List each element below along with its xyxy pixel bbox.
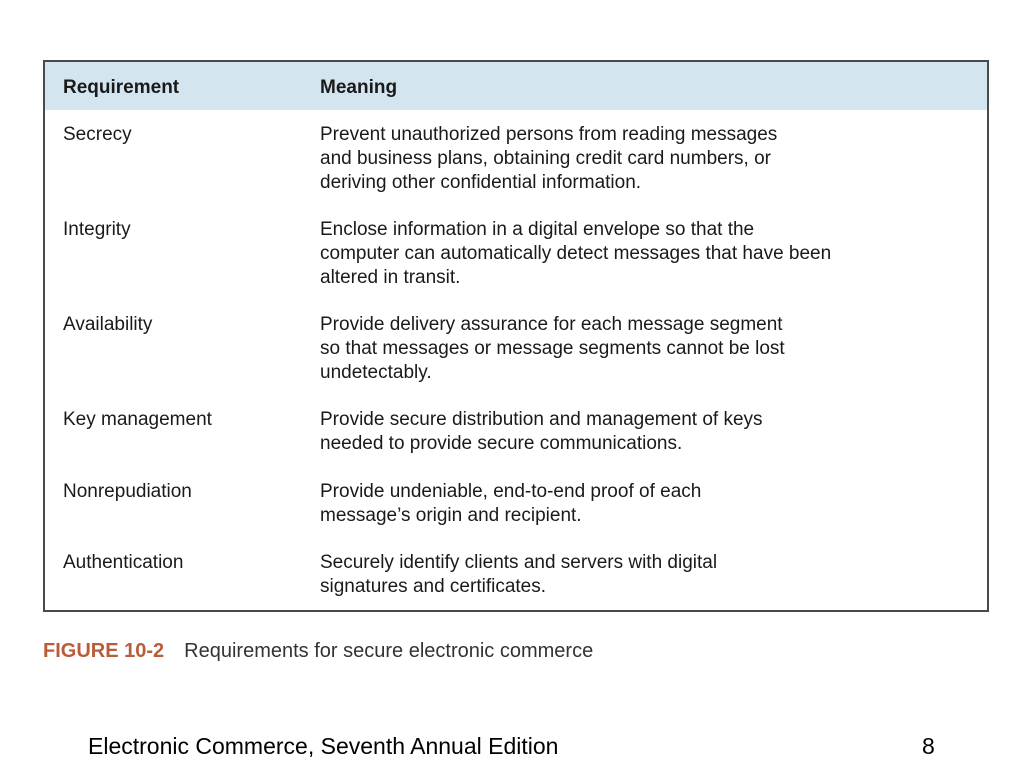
meaning-cell: [320, 313, 940, 385]
requirement-cell: Availability: [63, 314, 153, 335]
meaning-cell: [320, 408, 940, 456]
meaning-cell: [320, 480, 940, 528]
requirement-cell: Secrecy: [63, 124, 132, 145]
table-header: [45, 62, 987, 110]
meaning-line: computer can automatically detect messages that have been: [320, 243, 832, 264]
meaning-line: Prevent unauthorized persons from reading messages: [320, 124, 778, 145]
figure-label: FIGURE 10-2: [43, 640, 165, 662]
meaning-line: and business plans, obtaining credit card numbers, or: [320, 148, 771, 169]
meaning-line: altered in transit.: [320, 267, 461, 288]
meaning-cell: [320, 218, 940, 290]
page-number: 8: [922, 733, 935, 759]
header-meaning: Meaning: [320, 77, 398, 98]
requirement-cell: Integrity: [63, 219, 131, 240]
meaning-cell: [320, 123, 940, 195]
footer-title: Electronic Commerce, Seventh Annual Edition: [88, 733, 559, 759]
figure-caption-text: Requirements for secure electronic commerce: [184, 640, 594, 662]
requirement-cell: Key management: [63, 409, 212, 430]
meaning-line: Provide secure distribution and management of keys: [320, 409, 763, 430]
meaning-line: Securely identify clients and servers with digital: [320, 552, 718, 573]
meaning-line: so that messages or message segments cannot be lost: [320, 338, 785, 359]
header-requirement: Requirement: [63, 77, 180, 98]
meaning-line: undetectably.: [320, 362, 432, 383]
meaning-line: needed to provide secure communications.: [320, 433, 683, 454]
meaning-line: signatures and certificates.: [320, 576, 547, 597]
meaning-line: message’s origin and recipient.: [320, 505, 582, 526]
meaning-cell: [320, 551, 940, 599]
meaning-line: Provide undeniable, end-to-end proof of each: [320, 481, 702, 502]
meaning-line: deriving other confidential information.: [320, 172, 642, 193]
meaning-line: Enclose information in a digital envelope so that the: [320, 219, 755, 240]
requirement-cell: Nonrepudiation: [63, 481, 192, 502]
requirement-cell: Authentication: [63, 552, 184, 573]
requirements-table: [43, 60, 989, 612]
meaning-line: Provide delivery assurance for each message segment: [320, 314, 783, 335]
figure-caption: [43, 640, 593, 663]
